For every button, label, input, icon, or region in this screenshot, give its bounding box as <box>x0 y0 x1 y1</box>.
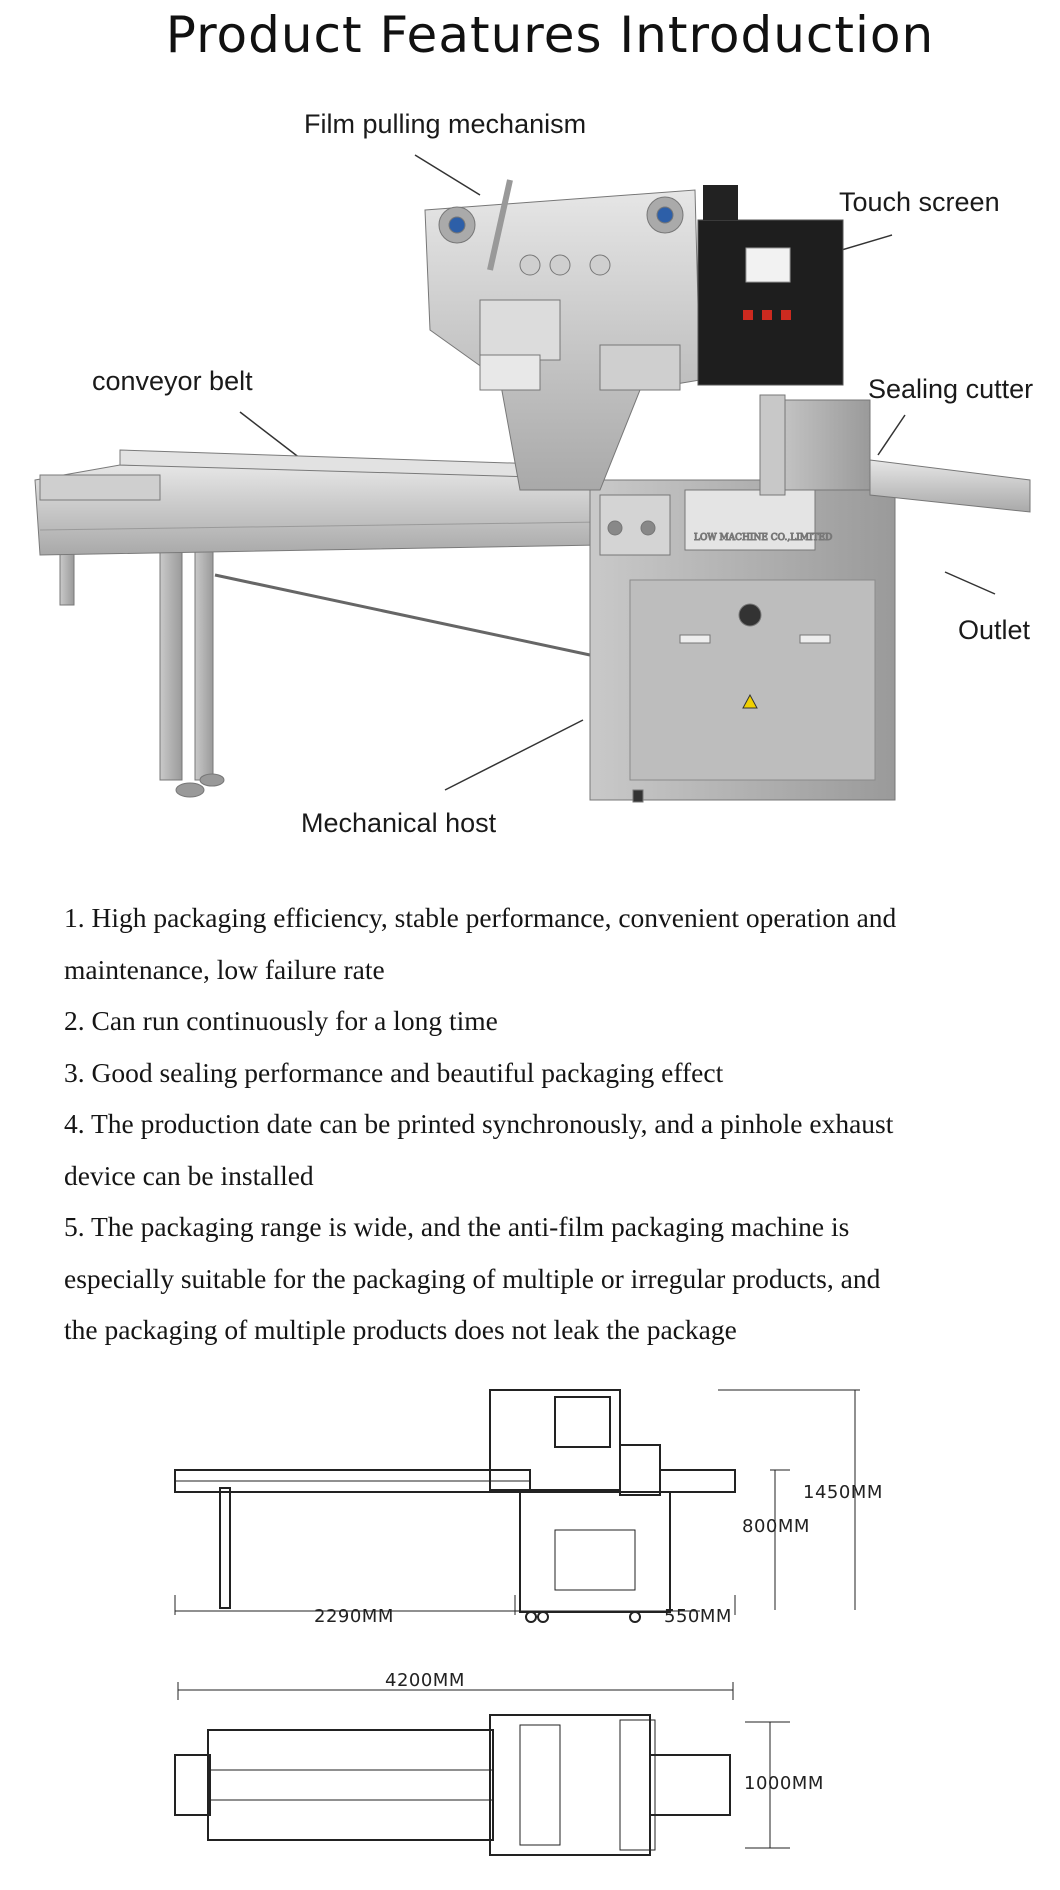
feature-list <box>64 892 1044 1356</box>
control-panel <box>698 185 843 385</box>
dim-conveyor-length: 2290MM <box>314 1606 394 1627</box>
leader-host <box>445 720 583 790</box>
conveyor-legs <box>60 535 224 797</box>
leader-sealing <box>878 415 905 455</box>
feature-line: maintenance, low failure rate <box>64 953 385 985</box>
host-cabinet <box>590 480 895 802</box>
feature-line: the packaging of multiple products does not leak the package <box>64 1314 737 1345</box>
feature-line: 3. Good sealing performance and beautiful packaging effect <box>64 1056 724 1088</box>
leader-film <box>415 155 480 195</box>
sealing-cutter <box>760 395 870 495</box>
brace <box>215 575 590 655</box>
label-mechanical-host: Mechanical host <box>301 808 497 838</box>
machine-photo <box>0 150 1060 850</box>
label-sealing-cutter: Sealing cutter <box>868 374 1034 404</box>
label-touch-screen: Touch screen <box>839 187 1000 217</box>
dim-height-total: 1450MM <box>803 1482 883 1503</box>
page-title: Product Features Introduction <box>165 6 935 64</box>
label-conveyor-belt: conveyor belt <box>92 366 253 396</box>
nameplate-text: LOW MACHINE CO.,LIMITED <box>694 533 833 543</box>
feature-line: 2. Can run continuously for a long time <box>64 1005 498 1036</box>
feature-line: 1. High packaging efficiency, stable performance, convenient operation and <box>64 902 897 933</box>
leader-outlet <box>945 572 995 594</box>
label-outlet: Outlet <box>958 615 1031 645</box>
top-view <box>175 1682 790 1855</box>
film-pulling-unit <box>425 180 700 490</box>
feature-line: 5. The packaging range is wide, and the anti-film packaging machine is <box>64 1211 850 1242</box>
dimension-drawing <box>0 1370 1060 1890</box>
side-view <box>175 1390 860 1622</box>
feature-line: especially suitable for the packaging of multiple or irregular products, and <box>64 1262 881 1294</box>
label-film-pulling: Film pulling mechanism <box>304 109 587 139</box>
dim-width: 1000MM <box>744 1773 824 1794</box>
dim-total-length: 4200MM <box>385 1670 465 1691</box>
dim-height-table: 800MM <box>742 1516 810 1537</box>
feature-line: device can be installed <box>64 1159 314 1191</box>
feature-line: 4. The production date can be printed synchronously, and a pinhole exhaust <box>64 1108 894 1139</box>
dim-host-length: 550MM <box>664 1606 732 1627</box>
